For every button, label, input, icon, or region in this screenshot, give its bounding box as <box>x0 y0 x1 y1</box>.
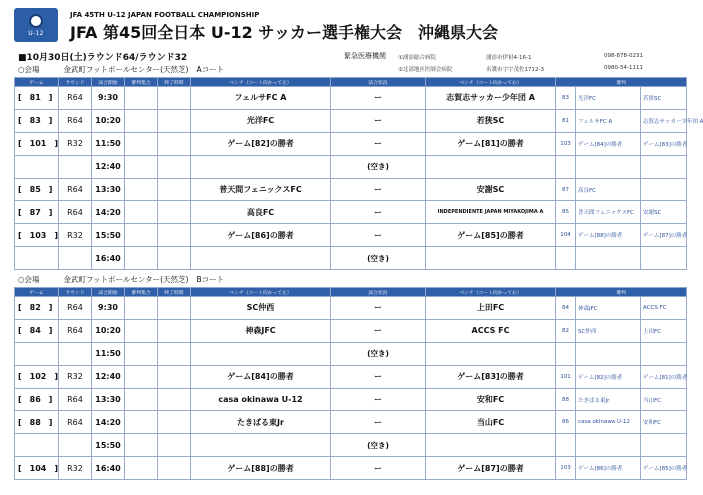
schedule-table-b <box>14 287 687 480</box>
team-left: ゲーム[86]の勝者 <box>191 224 331 247</box>
column-header: ベンチ（コート向かって右） <box>426 288 556 297</box>
referee-assembly <box>125 201 158 224</box>
referee-team-1: 神森JFC <box>576 297 641 320</box>
round: R32 <box>59 224 92 247</box>
referee-assembly <box>125 247 158 270</box>
team-left <box>191 434 331 457</box>
referee-game-number: 88 <box>556 388 576 411</box>
team-right: INDEPENDIENTE JAPAN MIYAKOJIMA A <box>426 201 556 224</box>
team-right: ゲーム[85]の勝者 <box>426 224 556 247</box>
table-row <box>15 411 687 434</box>
column-header: ゲーム <box>15 288 59 297</box>
table-row <box>15 319 687 342</box>
game-number: [ 104 ] <box>15 457 59 480</box>
end-time <box>158 434 191 457</box>
team-left: ゲーム[82]の勝者 <box>191 132 331 155</box>
game-number: [ 86 ] <box>15 388 59 411</box>
team-left: ゲーム[88]の勝者 <box>191 457 331 480</box>
team-right <box>426 247 556 270</box>
kickoff-time: 14:20 <box>92 411 125 434</box>
table-row <box>15 457 687 480</box>
kickoff-time: 9:30 <box>92 297 125 320</box>
round: R64 <box>59 411 92 434</box>
team-right: 安和FC <box>426 388 556 411</box>
referee-team-2: 上田FC <box>641 319 687 342</box>
round: R32 <box>59 132 92 155</box>
referee-team-2: 志賀志サッカー少年団 A <box>641 109 687 132</box>
team-left: 光洋FC <box>191 109 331 132</box>
end-time <box>158 297 191 320</box>
referee-team-1: ゲーム[88]の勝者 <box>576 224 641 247</box>
referee-team-2: ゲーム[81]の勝者 <box>641 365 687 388</box>
referee-assembly <box>125 224 158 247</box>
column-header: ベンチ（コート向かって左） <box>191 78 331 87</box>
referee-game-number: 85 <box>556 201 576 224</box>
match-status: ー <box>331 388 426 411</box>
column-header: 終了時間 <box>158 288 191 297</box>
referee-team-1 <box>576 155 641 178</box>
team-left: たきばる東Jr <box>191 411 331 434</box>
referee-team-2: ゲーム[87]の勝者 <box>641 224 687 247</box>
end-time <box>158 342 191 365</box>
venue-name: 金武町フットボールセンター(天然芝) <box>63 65 189 74</box>
referee-team-2 <box>641 342 687 365</box>
page-title: JFA 第45回全日本 U-12 サッカー選手権大会 沖縄県大会 <box>70 23 498 42</box>
table-row <box>15 388 687 411</box>
referee-team-2: ゲーム[83]の勝者 <box>641 132 687 155</box>
round: R64 <box>59 319 92 342</box>
game-number: [ 82 ] <box>15 297 59 320</box>
kickoff-time: 15:50 <box>92 434 125 457</box>
kickoff-time: 12:40 <box>92 365 125 388</box>
game-number: [ 102 ] <box>15 365 59 388</box>
emergency-hospital-label: 緊急医療機関 <box>344 52 386 60</box>
referee-team-2 <box>641 178 687 201</box>
referee-game-number <box>556 155 576 178</box>
end-time <box>158 178 191 201</box>
table-row <box>15 224 687 247</box>
end-time <box>158 457 191 480</box>
referee-team-2: ACCS FC <box>641 297 687 320</box>
column-header: ゲーム <box>15 78 59 87</box>
team-left: 普天間フェニックスFC <box>191 178 331 201</box>
column-header: 試合状況 <box>331 288 426 297</box>
referee-team-2 <box>641 434 687 457</box>
game-number: [ 83 ] <box>15 109 59 132</box>
table-row <box>15 201 687 224</box>
referee-assembly <box>125 87 158 110</box>
referee-game-number: 104 <box>556 224 576 247</box>
column-header: 審判 <box>556 288 687 297</box>
kickoff-time: 13:30 <box>92 178 125 201</box>
column-header: 試合開始 <box>92 78 125 87</box>
referee-game-number: 87 <box>556 178 576 201</box>
match-status: ー <box>331 457 426 480</box>
referee-team-1: casa okinawa U-12 <box>576 411 641 434</box>
referee-game-number: 86 <box>556 411 576 434</box>
game-number: [ 103 ] <box>15 224 59 247</box>
referee-game-number: 84 <box>556 297 576 320</box>
game-number: [ 101 ] <box>15 132 59 155</box>
match-status: ー <box>331 178 426 201</box>
end-time <box>158 411 191 434</box>
table-row <box>15 342 687 365</box>
referee-team-1 <box>576 342 641 365</box>
team-left: ゲーム[84]の勝者 <box>191 365 331 388</box>
referee-team-1: 普天間フェニックスFC <box>576 201 641 224</box>
column-header: 審判集合 <box>125 78 158 87</box>
kickoff-time: 13:30 <box>92 388 125 411</box>
game-number: [ 81 ] <box>15 87 59 110</box>
kickoff-time: 10:20 <box>92 319 125 342</box>
referee-team-2: 安和FC <box>641 411 687 434</box>
end-time <box>158 247 191 270</box>
kickoff-time: 16:40 <box>92 457 125 480</box>
end-time <box>158 365 191 388</box>
column-header: ラウンド <box>59 78 92 87</box>
referee-assembly <box>125 132 158 155</box>
team-right <box>426 342 556 365</box>
referee-team-2: 安謝SC <box>641 201 687 224</box>
team-left: 高良FC <box>191 201 331 224</box>
team-right: 若狭SC <box>426 109 556 132</box>
referee-team-2 <box>641 155 687 178</box>
end-time <box>158 87 191 110</box>
bye-label: (空き) <box>331 155 426 178</box>
team-right: ゲーム[83]の勝者 <box>426 365 556 388</box>
column-header: 審判 <box>556 78 687 87</box>
referee-assembly <box>125 342 158 365</box>
hospital-1-name: ①浦添総合病院 <box>398 55 436 61</box>
referee-team-1 <box>576 434 641 457</box>
referee-assembly <box>125 155 158 178</box>
kickoff-time: 11:50 <box>92 132 125 155</box>
referee-assembly <box>125 297 158 320</box>
venue-line-b <box>18 274 248 285</box>
referee-game-number: 103 <box>556 457 576 480</box>
referee-game-number: 81 <box>556 109 576 132</box>
referee-team-1: 光洋FC <box>576 87 641 110</box>
team-right <box>426 155 556 178</box>
team-right: 当山FC <box>426 411 556 434</box>
team-left: 神森JFC <box>191 319 331 342</box>
round: R32 <box>59 365 92 388</box>
referee-game-number: 83 <box>556 87 576 110</box>
date-round-line: ■10月30日(土)ラウンド64/ラウンド32 <box>18 53 188 63</box>
hospital-2-address: 名護市字宇茂佐1712-3 <box>486 67 544 73</box>
match-status: ー <box>331 297 426 320</box>
team-left: SC仲西 <box>191 297 331 320</box>
hospital-1-tel: 098-878-0231 <box>604 53 643 59</box>
referee-assembly <box>125 434 158 457</box>
column-header: 審判集合 <box>125 288 158 297</box>
referee-team-1: ゲーム[82]の勝者 <box>576 365 641 388</box>
team-right <box>426 434 556 457</box>
referee-team-1: ゲーム[84]の勝者 <box>576 132 641 155</box>
venue-name: 金武町フットボールセンター(天然芝) <box>63 275 189 284</box>
team-left <box>191 247 331 270</box>
referee-team-1: ゲーム[86]の勝者 <box>576 457 641 480</box>
round <box>59 155 92 178</box>
table-row <box>15 87 687 110</box>
kickoff-time: 14:20 <box>92 201 125 224</box>
team-right: 上田FC <box>426 297 556 320</box>
referee-assembly <box>125 411 158 434</box>
referee-team-1 <box>576 247 641 270</box>
end-time <box>158 319 191 342</box>
championship-label: JFA 45TH U-12 JAPAN FOOTBALL CHAMPIONSHIP <box>70 11 260 19</box>
table-row <box>15 365 687 388</box>
kickoff-time: 10:20 <box>92 109 125 132</box>
hospital-2-tel: 0980-54-1111 <box>604 65 643 71</box>
game-number: [ 87 ] <box>15 201 59 224</box>
match-status: ー <box>331 224 426 247</box>
venue-label: ○会場 <box>18 275 40 284</box>
bye-label: (空き) <box>331 247 426 270</box>
venue-label: ○会場 <box>18 65 40 74</box>
round <box>59 434 92 457</box>
referee-assembly <box>125 178 158 201</box>
referee-team-1: 高良FC <box>576 178 641 201</box>
team-left <box>191 342 331 365</box>
end-time <box>158 388 191 411</box>
referee-assembly <box>125 365 158 388</box>
table-row <box>15 109 687 132</box>
game-number: [ 84 ] <box>15 319 59 342</box>
bye-label: (空き) <box>331 342 426 365</box>
round: R64 <box>59 201 92 224</box>
table-row <box>15 132 687 155</box>
game-number: [ 85 ] <box>15 178 59 201</box>
round <box>59 342 92 365</box>
match-status: ー <box>331 109 426 132</box>
match-status: ー <box>331 411 426 434</box>
game-number <box>15 434 59 457</box>
soccer-ball-icon <box>29 14 43 28</box>
referee-game-number: 101 <box>556 365 576 388</box>
end-time <box>158 132 191 155</box>
table-row <box>15 178 687 201</box>
kickoff-time: 16:40 <box>92 247 125 270</box>
column-header: ベンチ（コート向かって左） <box>191 288 331 297</box>
table-row <box>15 155 687 178</box>
team-left: casa okinawa U-12 <box>191 388 331 411</box>
team-right: ACCS FC <box>426 319 556 342</box>
kickoff-time: 9:30 <box>92 87 125 110</box>
referee-game-number <box>556 434 576 457</box>
team-right: 安謝SC <box>426 178 556 201</box>
end-time <box>158 155 191 178</box>
team-right: 志賀志サッカー少年団 A <box>426 87 556 110</box>
game-number <box>15 155 59 178</box>
table-row <box>15 297 687 320</box>
referee-assembly <box>125 457 158 480</box>
team-left <box>191 155 331 178</box>
column-header: 試合状況 <box>331 78 426 87</box>
game-number <box>15 247 59 270</box>
column-header: ラウンド <box>59 288 92 297</box>
referee-team-2: 当山FC <box>641 388 687 411</box>
referee-game-number: 103 <box>556 132 576 155</box>
referee-team-1: たきばる東Jr <box>576 388 641 411</box>
match-status: ー <box>331 132 426 155</box>
kickoff-time: 11:50 <box>92 342 125 365</box>
jfa-logo <box>14 8 58 42</box>
table-header-row <box>15 288 687 297</box>
column-header: 終了時間 <box>158 78 191 87</box>
referee-team-2: ゲーム[85]の勝者 <box>641 457 687 480</box>
round: R32 <box>59 457 92 480</box>
team-left: フェルサFC A <box>191 87 331 110</box>
match-status: ー <box>331 319 426 342</box>
round <box>59 247 92 270</box>
match-status: ー <box>331 201 426 224</box>
hospital-2-name: ②北部地区医師会病院 <box>398 67 453 73</box>
end-time <box>158 109 191 132</box>
round: R64 <box>59 87 92 110</box>
hospital-1-address: 浦添市伊祖4-16-1 <box>486 55 532 61</box>
referee-team-2: 若狭SC <box>641 87 687 110</box>
court-name: Aコート <box>196 65 225 74</box>
round: R64 <box>59 297 92 320</box>
game-number: [ 88 ] <box>15 411 59 434</box>
kickoff-time: 12:40 <box>92 155 125 178</box>
column-header: 試合開始 <box>92 288 125 297</box>
referee-assembly <box>125 319 158 342</box>
team-right: ゲーム[87]の勝者 <box>426 457 556 480</box>
logo-text: U-12 <box>28 29 44 37</box>
table-header-row <box>15 78 687 87</box>
table-row <box>15 434 687 457</box>
match-status: ー <box>331 365 426 388</box>
referee-game-number: 82 <box>556 319 576 342</box>
referee-game-number <box>556 247 576 270</box>
round: R64 <box>59 388 92 411</box>
column-header: ベンチ（コート向かって右） <box>426 78 556 87</box>
game-number <box>15 342 59 365</box>
end-time <box>158 224 191 247</box>
venue-line-a <box>18 64 248 75</box>
kickoff-time: 15:50 <box>92 224 125 247</box>
schedule-table-a <box>14 77 703 270</box>
round: R64 <box>59 178 92 201</box>
table-row <box>15 247 687 270</box>
referee-team-1: フェルサFC A <box>576 109 641 132</box>
referee-team-1: SC仲西 <box>576 319 641 342</box>
referee-assembly <box>125 109 158 132</box>
match-status: ー <box>331 87 426 110</box>
bye-label: (空き) <box>331 434 426 457</box>
round: R64 <box>59 109 92 132</box>
referee-game-number <box>556 342 576 365</box>
court-name: Bコート <box>196 275 225 284</box>
end-time <box>158 201 191 224</box>
team-right: ゲーム[81]の勝者 <box>426 132 556 155</box>
referee-team-2 <box>641 247 687 270</box>
referee-assembly <box>125 388 158 411</box>
